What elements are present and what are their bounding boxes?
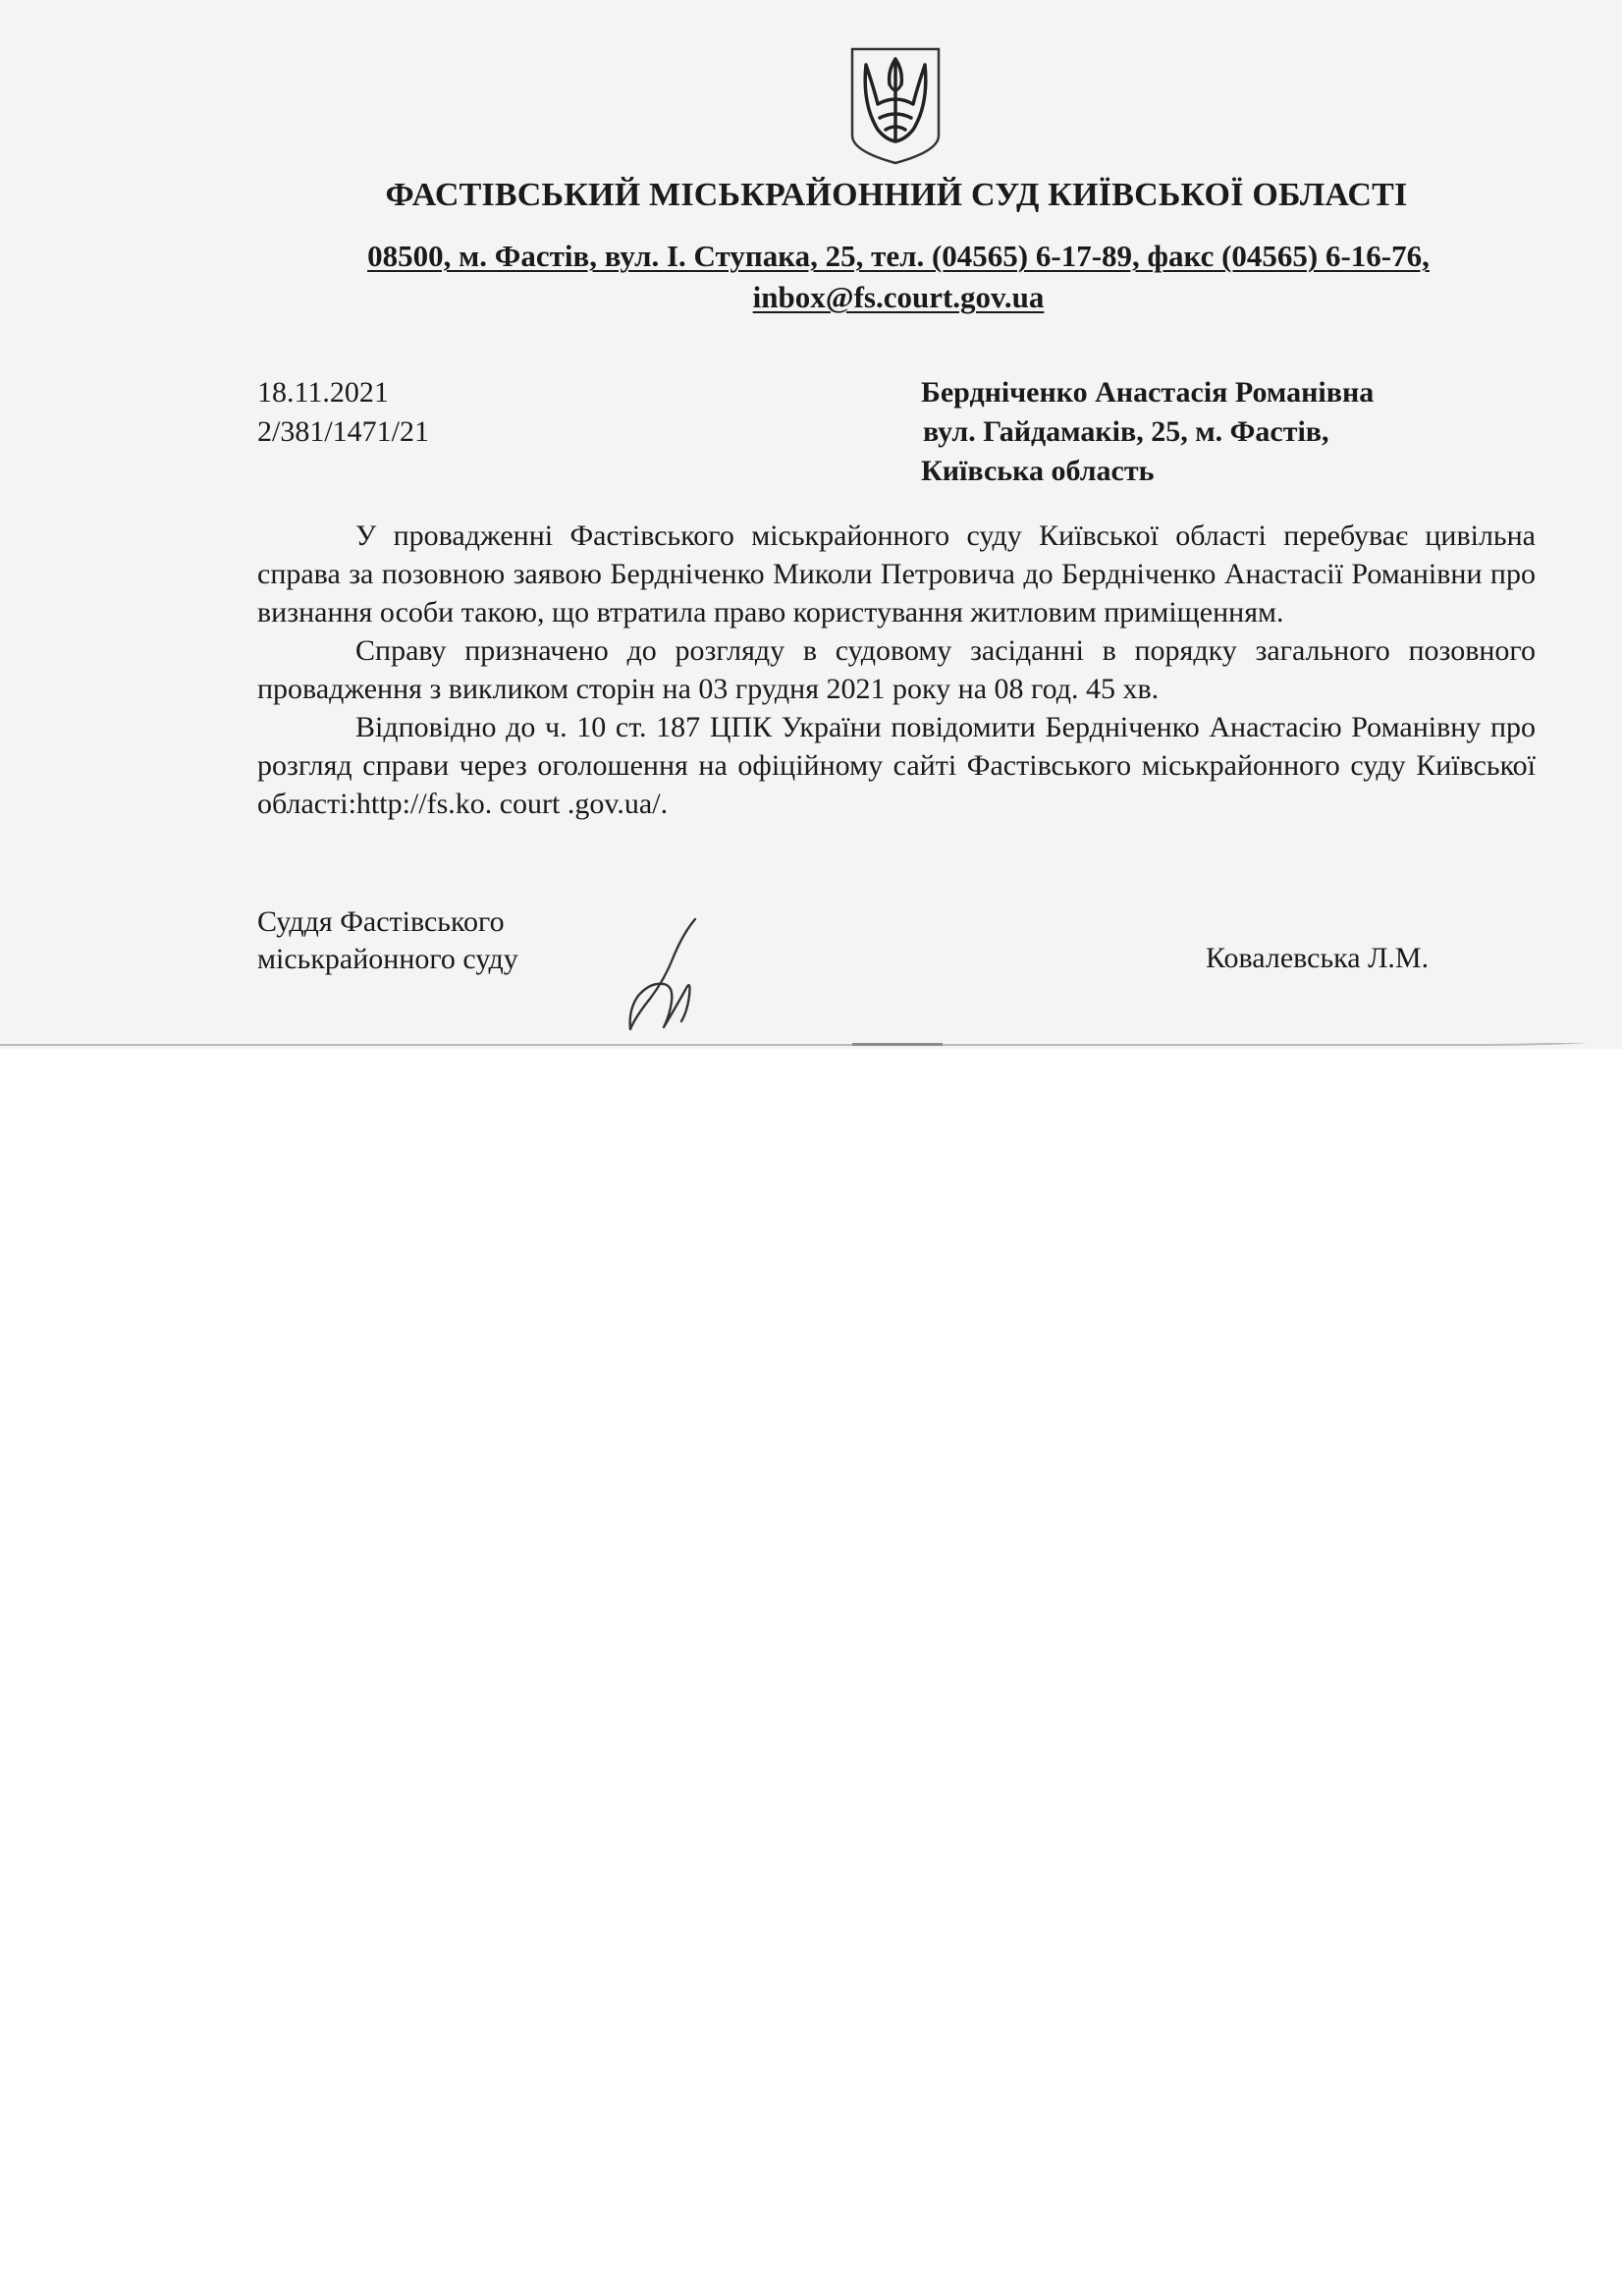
scan-edge-shadow: [0, 1043, 1622, 1051]
judge-name: Ковалевська Л.М.: [1206, 942, 1430, 974]
court-address: [324, 236, 1473, 318]
recipient-name: Бердніченко Анастасія Романівна: [921, 376, 1375, 409]
body-paragraph: Відповідно до ч. 10 ст. 187 ЦПК України повідомити Бердніченко Анастасію Романівну про розгляд справи через оголошення на офіційному сайті Фастівського міськрайонного суду Київської області:http://fs.ko. court .gov.ua/.: [257, 711, 1536, 820]
handwritten-signature: [624, 913, 703, 1037]
court-address-line: 08500, м. Фастів, вул. І. Ступака, 25, тел. (04565) 6-17-89, факс (04565) 6-16-76,: [367, 239, 1430, 273]
document-meta: [257, 373, 429, 452]
letter-body: [257, 517, 1536, 823]
trident-emblem-icon: [848, 45, 943, 165]
body-paragraph: Справу призначено до розгляду в судовому засіданні в порядку загального позовного провадження з викликом сторін на 03 грудня 2021 року на 08 год. 45 хв.: [257, 634, 1536, 705]
recipient-block: [921, 373, 1374, 491]
judge-title-line: міськрайонного суду: [257, 943, 518, 975]
judge-title-line: Суддя Фастівського: [257, 905, 505, 938]
body-paragraph: У провадженні Фастівського міськрайонного суду Київської області перебуває цивільна справа за позовною заявою Бердніченко Миколи Петровича до Бердніченко Анастасії Романівни про визнання особи такою, що втратила право користування житловим приміщенням.: [257, 519, 1536, 629]
document-date: 18.11.2021: [257, 376, 389, 409]
judge-title: [257, 903, 518, 978]
case-number: 2/381/1471/21: [257, 415, 430, 448]
court-email-link[interactable]: inbox@fs.court.gov.ua: [752, 280, 1045, 314]
court-name-heading: ФАСТІВСЬКИЙ МІСЬКРАЙОННИЙ СУД КИЇВСЬКОЇ ОБЛАСТІ: [385, 177, 1408, 213]
recipient-region: Київська область: [921, 455, 1155, 487]
recipient-street: вул. Гайдамаків, 25, м. Фастів,: [923, 415, 1329, 448]
